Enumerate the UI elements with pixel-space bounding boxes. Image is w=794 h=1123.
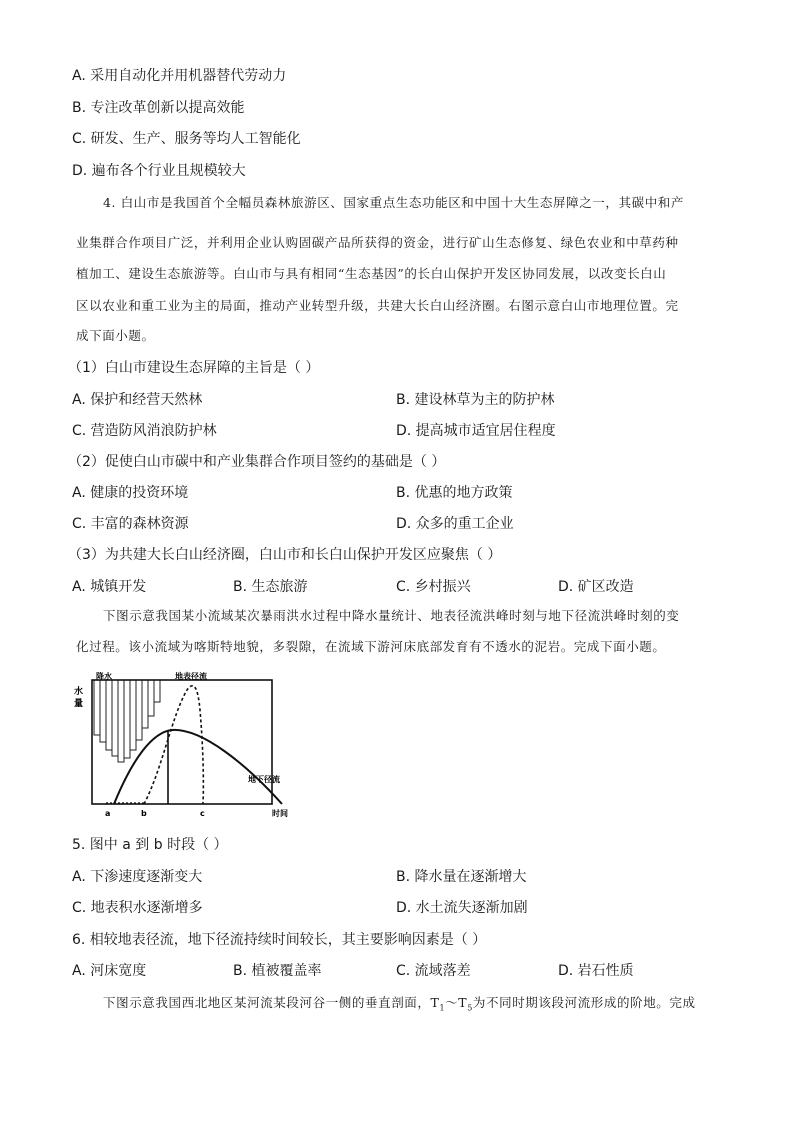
y-axis-label-2: 量: [74, 699, 84, 709]
groundwater-curve: [114, 730, 282, 804]
q56-intro-line-2: 化过程。该小流域为喀斯特地貌，多裂隙，在流域下游河床底部发育有不透水的泥岩。完成下面小题。: [76, 639, 666, 654]
tick-b: b: [141, 809, 147, 818]
q3-option-b: B. 专注改革创新以提高效能: [72, 100, 245, 116]
x-axis-label: 时间: [272, 809, 288, 818]
precip-bar: [148, 680, 154, 716]
q4-intro-line-1: 4. 白山市是我国首个全幅员森林旅游区、国家重点生态功能区和中国十大生态屏障之一，其碳中和产: [103, 195, 685, 210]
q4-sub1-option-b: B. 建设林草为主的防护林: [396, 392, 555, 408]
precip-bar: [94, 680, 100, 735]
q4-sub2-option-a: A. 健康的投资环境: [72, 485, 189, 501]
q4-sub1-option-a: A. 保护和经营天然林: [72, 392, 203, 408]
q6-option-c: C. 流域落差: [396, 963, 471, 979]
q5-stem: 5. 图中 a 到 b 时段（ ）: [72, 837, 228, 853]
q3-option-d: D. 遍布各个行业且规模较大: [72, 163, 246, 179]
precip-bar: [106, 680, 112, 750]
q4-sub1-option-c: C. 营造防风消浪防护林: [72, 423, 217, 439]
q7-intro-sub2: 5: [467, 1003, 473, 1013]
precip-bar: [118, 680, 124, 762]
q6-option-d: D. 岩石性质: [558, 963, 634, 979]
q3-option-a: A. 采用自动化并用机器替代劳动力: [72, 68, 287, 84]
q4-sub3-stem: （3）为共建大长白山经济圈，白山市和长白山保护开发区应聚焦（ ）: [68, 547, 502, 563]
q3-option-c: C. 研发、生产、服务等均人工智能化: [72, 131, 301, 147]
q6-option-b: B. 植被覆盖率: [233, 963, 322, 979]
surface-runoff-label: 地表径流: [175, 672, 207, 681]
precip-bar: [136, 680, 142, 740]
q4-sub2-option-d: D. 众多的重工企业: [396, 516, 514, 532]
q4-intro-line-4: 区以农业和重工业为主的局面，推动产业转型升级，共建大长白山经济圈。右图示意白山市地理位置。完: [76, 298, 679, 313]
precip-bar: [112, 680, 118, 756]
q4-sub3-option-a: A. 城镇开发: [72, 579, 147, 595]
q4-sub1-stem: （1）白山市建设生态屏障的主旨是（ ）: [68, 360, 320, 376]
q7-intro-sub1: 1: [439, 1003, 446, 1013]
tick-c: c: [200, 809, 205, 818]
q4-intro-line-5: 成下面小题。: [76, 328, 155, 343]
q4-intro-line-2: 业集群合作项目广泛，并利用企业认购固碳产品所获得的资金，进行矿山生态修复、绿色农业和中草药种: [76, 235, 679, 250]
precipitation-label: 降水: [96, 672, 112, 681]
precipitation-bars: [94, 680, 160, 762]
tick-a: a: [105, 809, 111, 818]
precip-bar: [124, 680, 130, 758]
q6-stem: 6. 相较地表径流，地下径流持续时间较长，其主要影响因素是（ ）: [72, 932, 487, 948]
hydrograph-figure: [72, 670, 312, 820]
q5-option-d: D. 水土流失逐渐加剧: [396, 900, 528, 916]
q4-sub3-option-c: C. 乡村振兴: [396, 579, 471, 595]
q4-intro-line-3: 植加工、建设生态旅游等。白山市与具有相同“生态基因”的长白山保护开发区协同发展，以改变长白山: [76, 266, 667, 281]
q5-option-a: A. 下渗速度逐渐变大: [72, 869, 203, 885]
q7-intro-line-1: [103, 993, 696, 1019]
q5-option-c: C. 地表积水逐渐增多: [72, 900, 203, 916]
q6-option-a: A. 河床宽度: [72, 963, 147, 979]
q7-intro-after: 为不同时期该段河流形成的阶地。完成: [472, 995, 696, 1010]
precip-bar: [130, 680, 136, 750]
groundwater-label: 地下径流: [248, 775, 280, 784]
q4-sub2-stem: （2）促使白山市碳中和产业集群合作项目签约的基础是（ ）: [68, 454, 446, 470]
q4-sub3-option-d: D. 矿区改造: [558, 579, 634, 595]
q7-intro-before: 下图示意我国西北地区某河流某段河谷一侧的垂直剖面，T: [103, 995, 440, 1010]
y-axis-label-1: 水: [74, 687, 84, 697]
q4-sub1-option-d: D. 提高城市适宜居住程度: [396, 423, 556, 439]
precip-bar: [142, 680, 148, 728]
q4-sub3-option-b: B. 生态旅游: [233, 579, 308, 595]
q7-intro-mid: ～T: [445, 995, 468, 1010]
q5-option-b: B. 降水量在逐渐增大: [396, 869, 527, 885]
q4-sub2-option-c: C. 丰富的森林资源: [72, 516, 189, 532]
q56-intro-line-1: 下图示意我国某小流域某次暴雨洪水过程中降水量统计、地表径流洪峰时刻与地下径流洪峰时刻的变: [103, 608, 680, 623]
precip-bar: [100, 680, 106, 742]
precip-bar: [154, 680, 160, 702]
q4-sub2-option-b: B. 优惠的地方政策: [396, 485, 513, 501]
